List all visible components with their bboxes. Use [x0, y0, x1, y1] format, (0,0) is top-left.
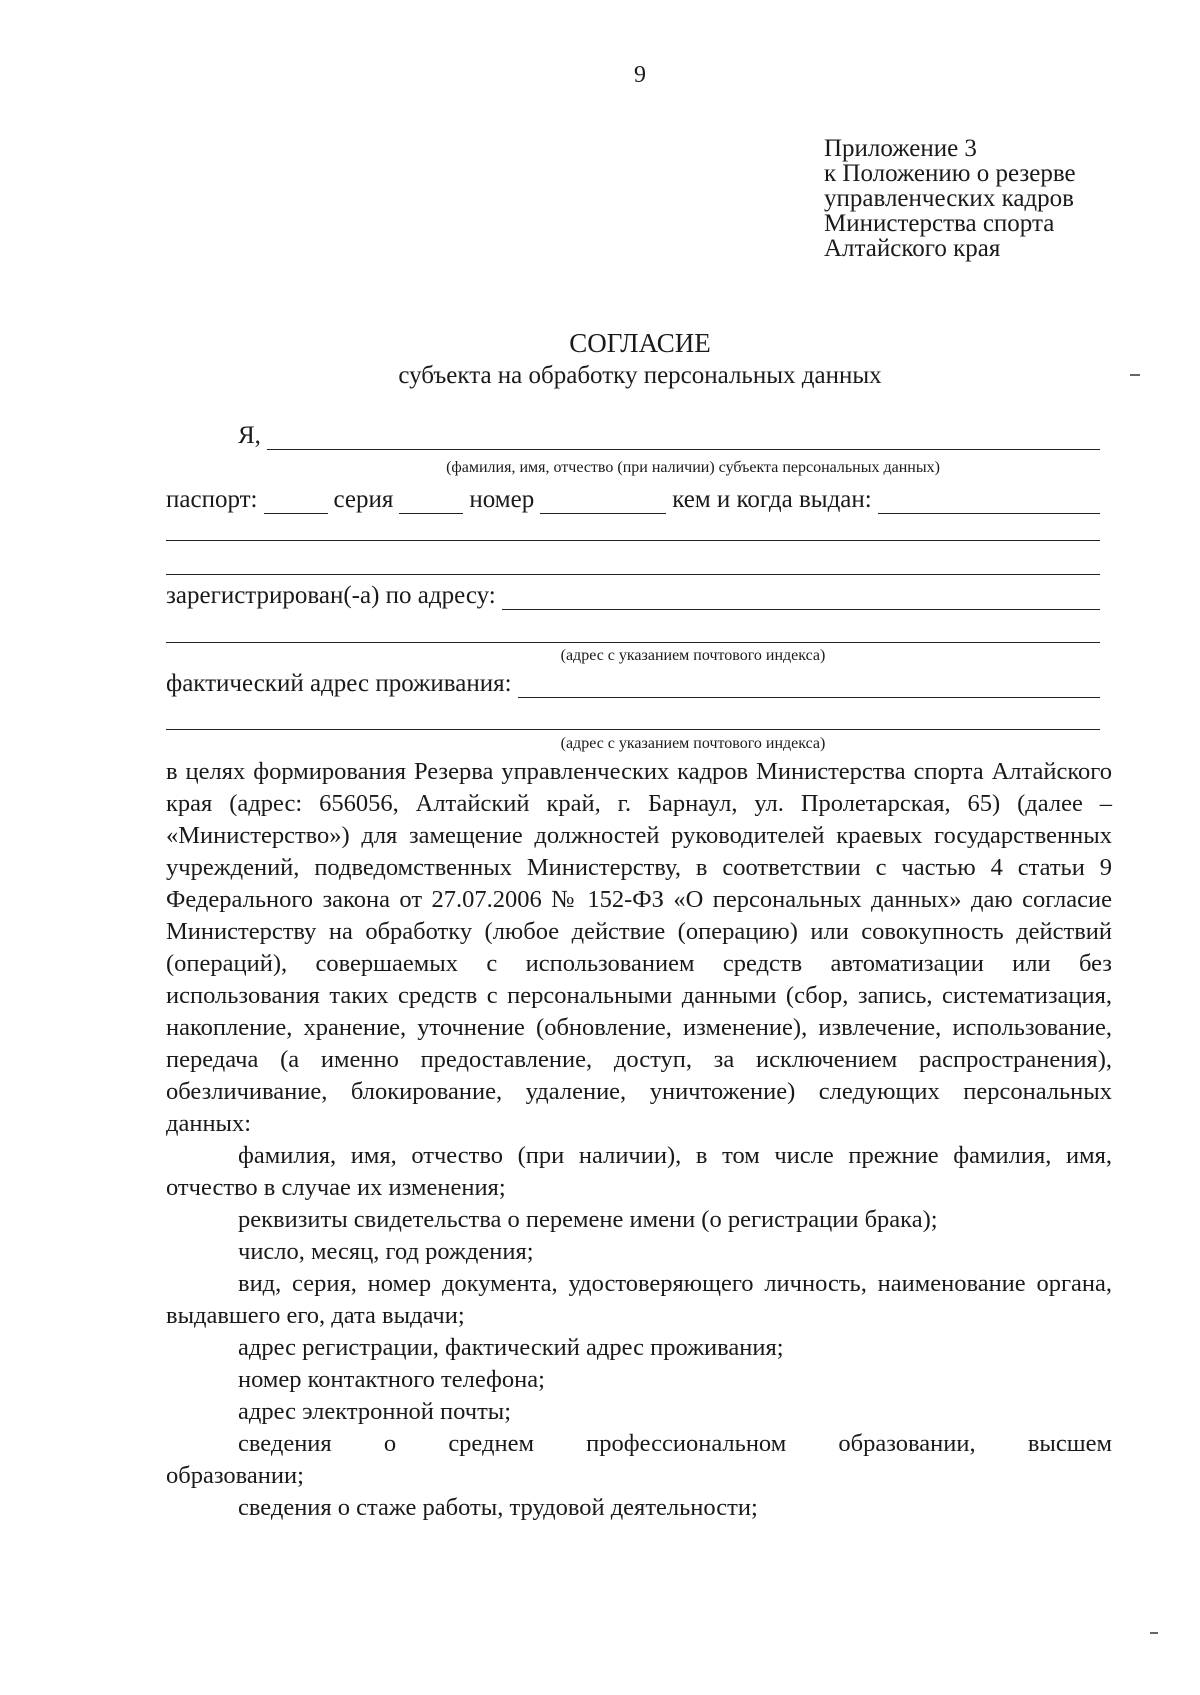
- data-item: реквизиты свидетельства о перемене имени (о регистрации брака);: [238, 1206, 938, 1233]
- fio-caption: (фамилия, имя, отчество (при наличии) субъекта персональных данных): [446, 459, 940, 476]
- main-paragraph: в целях формирования Резерва управленческих кадров Министерства спорта Алтайского края (адрес: 656056, Алтайский край, г. Барнаул, ул. Пролетарская, 65) (далее – «Министерство») для замещение должностей руководителей краевых государственных учреждений, подведомственных Министерству, в соответствии с частью 4 статьи 9 Федерального закона от 27.07.2006 № 152-ФЗ «О персональных данных» даю согласие Министерству на обработку (любое действие (операцию) или совокупность действий (операций), совершаемых с использованием средств автоматизации или без использования таких средств с персональными данными (сбор, запись, систематизация, накопление, хранение, уточнение (обновление, изменение), извлечение, использование, передача (а именно предоставление, доступ, за исключением распространения), обезличивание, блокирование, удаление, уничтожение) следующих персональных данных:: [166, 758, 1112, 1137]
- appendix-line: управленческих кадров: [824, 185, 1074, 212]
- passport-row: [166, 484, 1100, 514]
- series-field[interactable]: [399, 491, 463, 514]
- data-item: фамилия, имя, отчество (при наличии), в том числе прежние фамилия, имя, отчество в случае их изменения;: [166, 1142, 1112, 1201]
- word: о: [383, 1430, 397, 1457]
- word: высшем: [1027, 1430, 1112, 1457]
- series-label: серия: [333, 486, 394, 513]
- scan-speck: [1130, 374, 1140, 376]
- address-caption: (адрес с указанием почтового индекса): [560, 735, 826, 752]
- issued-continuation-line[interactable]: [166, 574, 1100, 575]
- actual-address-label: фактический адрес проживания:: [166, 670, 512, 697]
- word: среднем: [448, 1430, 534, 1457]
- appendix-line: Министерства спорта: [824, 210, 1055, 237]
- data-item-education: [166, 1428, 1112, 1460]
- appendix-line: Приложение 3: [824, 135, 977, 162]
- scan-speck: [1150, 1632, 1158, 1634]
- fio-row: [238, 420, 1100, 450]
- document-title: СОГЛАСИЕ: [569, 328, 711, 358]
- data-item: сведения о стаже работы, трудовой деятельности;: [238, 1494, 758, 1521]
- data-item: адрес электронной почты;: [238, 1398, 512, 1425]
- registered-address-row: [166, 580, 1100, 610]
- issued-label: кем и когда выдан:: [672, 486, 872, 513]
- registered-address-continuation-line[interactable]: [166, 642, 1100, 643]
- actual-address-row: [166, 668, 1100, 698]
- issued-continuation-line[interactable]: [166, 540, 1100, 541]
- word: образовании,: [838, 1430, 976, 1457]
- appendix-block: [824, 136, 1076, 261]
- issued-field[interactable]: [878, 491, 1100, 514]
- passport-label: паспорт:: [166, 486, 258, 513]
- address-caption: (адрес с указанием почтового индекса): [560, 647, 826, 664]
- registered-address-field[interactable]: [502, 587, 1100, 610]
- data-item-education-tail: образовании;: [166, 1462, 304, 1489]
- data-item: вид, серия, номер документа, удостоверяющего личность, наименование органа, выдавшего его, дата выдачи;: [166, 1270, 1112, 1329]
- document-subtitle: субъекта на обработку персональных данных: [398, 362, 882, 389]
- data-item: число, месяц, год рождения;: [238, 1238, 534, 1265]
- consent-body: [166, 756, 1112, 1524]
- page-number: 9: [634, 62, 646, 88]
- appendix-line: к Положению о резерве: [824, 160, 1076, 187]
- registered-label: зарегистрирован(-а) по адресу:: [166, 582, 496, 609]
- number-field[interactable]: [540, 491, 666, 514]
- appendix-line: Алтайского края: [824, 235, 1001, 262]
- passport-type-field[interactable]: [264, 491, 328, 514]
- actual-address-continuation-line[interactable]: [166, 729, 1100, 730]
- number-label: номер: [469, 486, 535, 513]
- i-label: Я,: [238, 422, 261, 449]
- data-item: номер контактного телефона;: [238, 1366, 545, 1393]
- word: сведения: [238, 1430, 332, 1457]
- word: профессиональном: [586, 1430, 787, 1457]
- actual-address-field[interactable]: [518, 675, 1100, 698]
- fio-field[interactable]: [267, 427, 1100, 450]
- data-item: адрес регистрации, фактический адрес проживания;: [238, 1334, 784, 1361]
